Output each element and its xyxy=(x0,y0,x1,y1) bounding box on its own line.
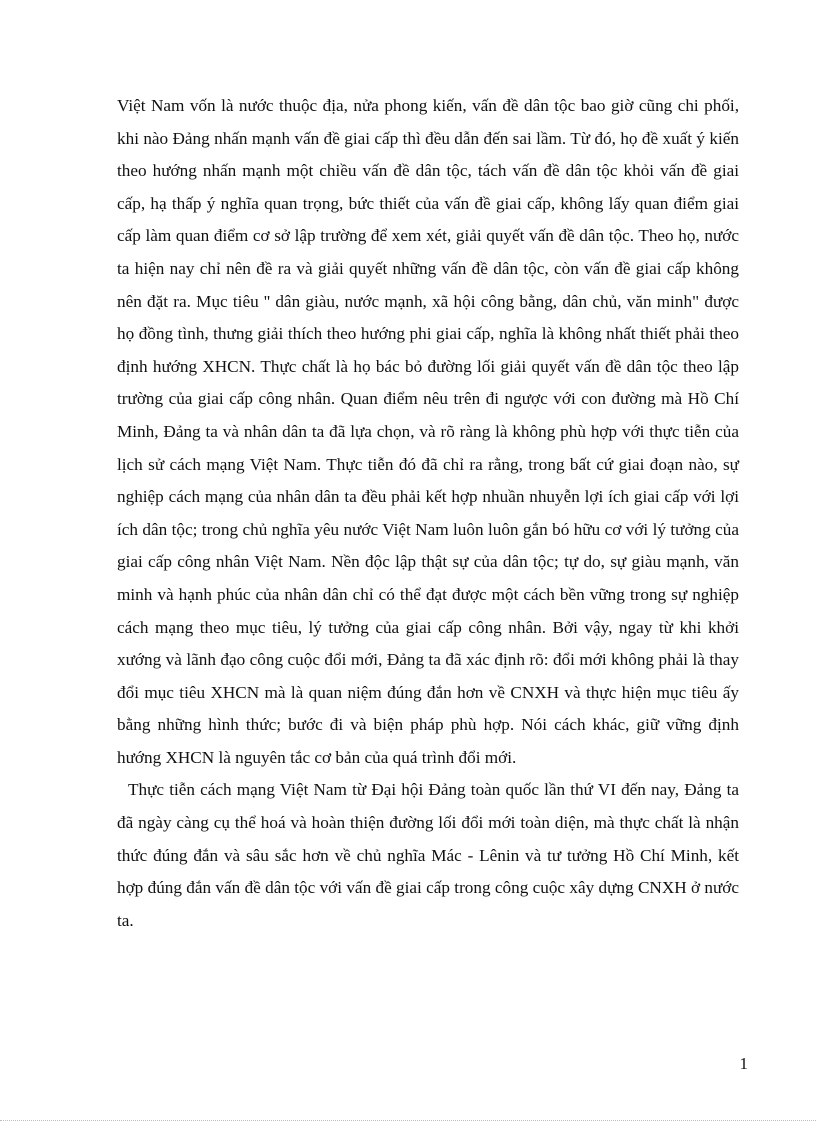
paragraph-1: Việt Nam vốn là nước thuộc địa, nửa phong kiến, vấn đề dân tộc bao giờ cũng chi phối, khi nào Đảng nhấn mạnh vấn đề giai cấp thì đều dẫn đến sai lầm. Từ đó, họ đề xuất ý kiến theo hướng nhấn mạnh một chiều vấn đề dân tộc, tách vấn đề dân tộc khỏi vấn đề giai cấp, hạ thấp ý nghĩa quan trọng, bức thiết của vấn đề giai cấp, không lấy quan điểm giai cấp làm quan điểm cơ sở lập trường để xem xét, giải quyết vấn đề dân tộc. Theo họ, nước ta hiện nay chỉ nên đề ra và giải quyết những vấn đề dân tộc, còn vấn đề giai cấp không nên đặt ra. Mục tiêu '' dân giàu, nước mạnh, xã hội công bằng, dân chủ, văn minh" được họ đồng tình, thưng giải thích theo hướng phi giai cấp, nghĩa là không nhất thiết phải theo định hướng XHCN. Thực chất là họ bác bỏ đường lối giải quyết vấn đề dân tộc theo lập trường của giai cấp công nhân. Quan điểm nêu trên đi ngược với con đường mà Hồ Chí Minh, Đảng ta và nhân dân ta đã lựa chọn, và rõ ràng là không phù hợp với thực tiễn của lịch sử cách mạng Việt Nam. Thực tiễn đó đã chỉ ra rằng, trong bất cứ giai đoạn nào, sự nghiệp cách mạng của nhân dân ta đều phải kết hợp nhuần nhuyễn lợi ích giai cấp với lợi ích dân tộc; trong chủ nghĩa yêu nước Việt Nam luôn luôn gắn bó hữu cơ với lý tưởng của giai cấp công nhân Việt Nam. Nền độc lập thật sự của dân tộc; tự do, sự giàu mạnh, văn minh và hạnh phúc của nhân dân chỉ có thể đạt được một cách bền vững trong sự nghiệp cách mạng theo mục tiêu, lý tưởng của giai cấp công nhân. Bởi vậy, ngay từ khi khởi xướng và lãnh đạo công cuộc đổi mới, Đảng ta đã xác định rõ: đổi mới không phải là thay đổi mục tiêu XHCN mà là quan niệm đúng đắn hơn về CNXH và thực hiện mục tiêu ấy bằng những hình thức; bước đi và biện pháp phù hợp. Nói cách khác, giữ vững định hướng XHCN là nguyên tắc cơ bản của quá trình đổi mới. xyxy=(117,96,739,767)
page-bottom-divider xyxy=(0,1120,816,1121)
paragraph-2: Thực tiễn cách mạng Việt Nam từ Đại hội Đảng toàn quốc lần thứ VI đến nay, Đảng ta đã ngày càng cụ thể hoá và hoàn thiện đường lối đổi mới toàn diện, mà thực chất là nhận thức đúng đắn và sâu sắc hơn về chủ nghĩa Mác - Lênin và tư tưởng Hồ Chí Minh, kết hợp đúng đắn vấn đề dân tộc với vấn đề giai cấp trong công cuộc xây dựng CNXH ở nước ta. xyxy=(117,780,739,930)
document-body xyxy=(117,90,739,937)
page-number: 1 xyxy=(739,1054,748,1073)
